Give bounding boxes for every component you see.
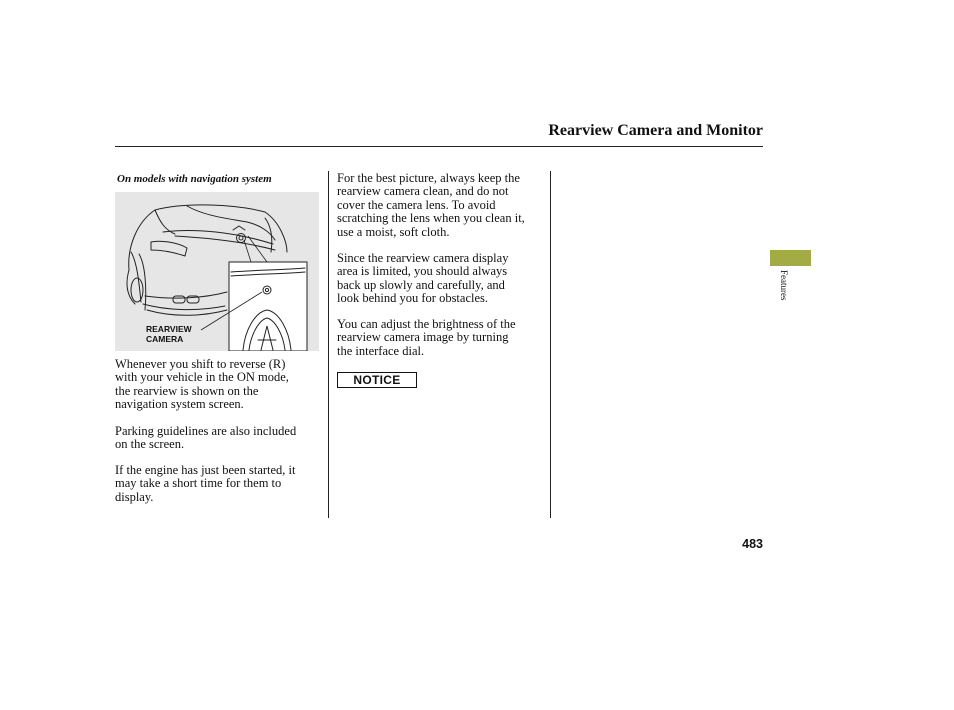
- page-title: Rearview Camera and Monitor: [548, 122, 763, 139]
- column-divider-left: [328, 171, 329, 518]
- rearview-camera-figure: [115, 192, 319, 351]
- page-number: 483: [742, 537, 763, 551]
- section-tab: [770, 250, 811, 266]
- notice-badge: NOTICE: [337, 372, 417, 388]
- section-label: Features: [779, 270, 789, 301]
- column-divider-right: [550, 171, 551, 518]
- rearview-camera-label: REARVIEW CAMERA: [146, 324, 192, 344]
- title-rule: [115, 146, 763, 147]
- paragraph-brightness: You can adjust the brightness of the rearview camera image by turning the interface dial.: [337, 317, 516, 358]
- paragraph-engine-started: If the engine has just been started, it may take a short time for them to display.: [115, 463, 296, 504]
- paragraph-shift-reverse: Whenever you shift to reverse (R) with your vehicle in the ON mode, the rearview is shown on the navigation system screen.: [115, 357, 289, 412]
- paragraph-display-limited: Since the rearview camera display area is limited, you should always back up slowly and carefully, and look behind you for obstacles.: [337, 251, 509, 306]
- paragraph-parking-guidelines: Parking guidelines are also included on the screen.: [115, 424, 297, 452]
- models-caption: On models with navigation system: [117, 173, 272, 185]
- paragraph-camera-clean: For the best picture, always keep the rearview camera clean, and do not cover the camera lens. To avoid scratching the lens when you clean it, use a moist, soft cloth.: [337, 171, 525, 239]
